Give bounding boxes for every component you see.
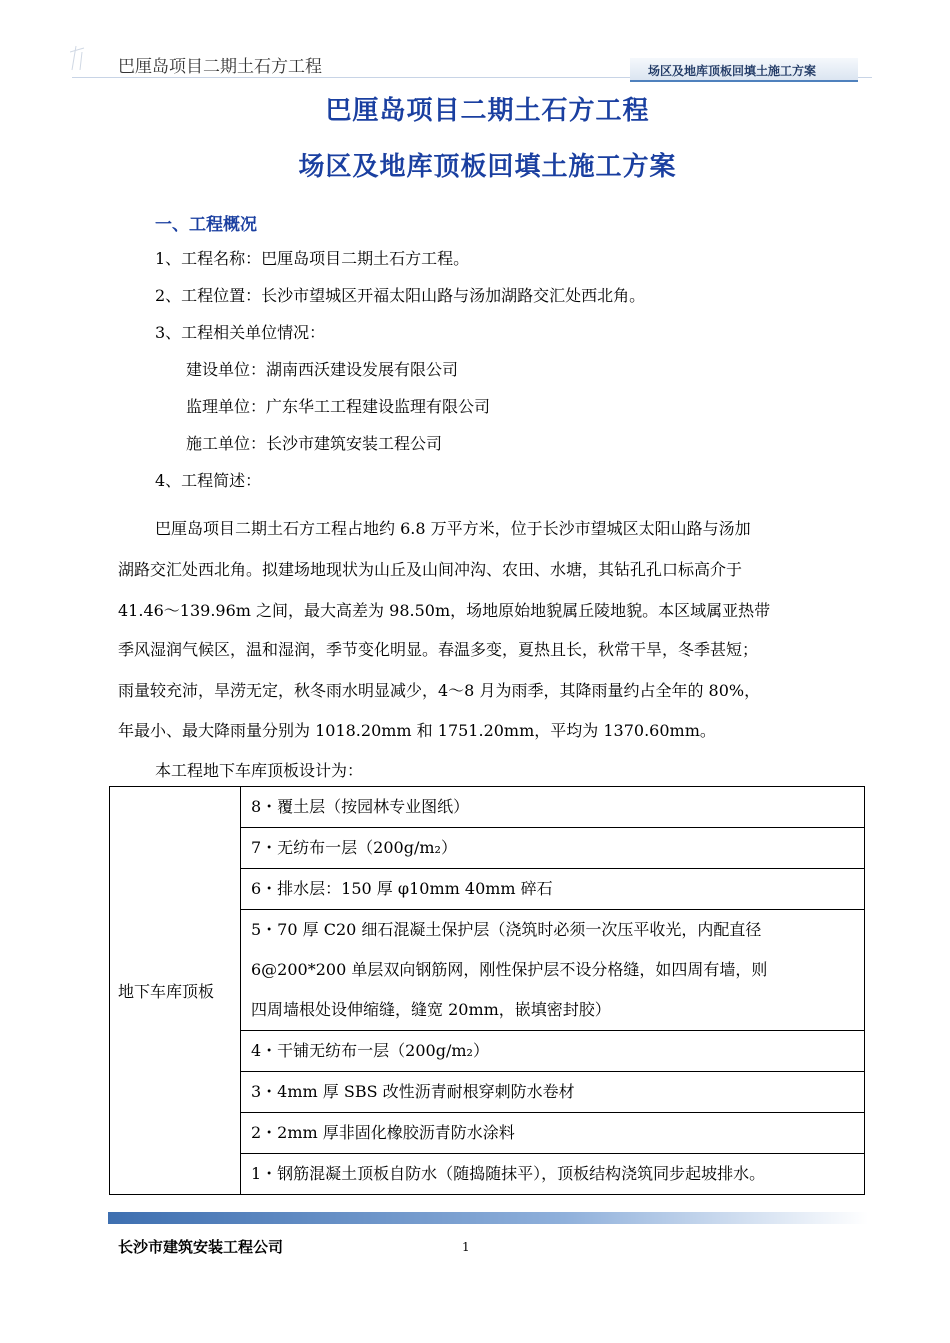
page-number: 1 — [462, 1240, 470, 1254]
layer-cell: 2・2mm 厚非固化橡胶沥青防水涂料 — [241, 1113, 865, 1154]
description-line: 雨量较充沛，旱涝无定，秋冬雨水明显减少，4～8 月为雨季，其降雨量约占全年的 80%， — [118, 681, 761, 700]
roof-layers-table — [109, 786, 865, 1195]
layer-cell-line: 四周墙根处设伸缩缝，缝宽 20mm，嵌填密封胶） — [251, 1000, 611, 1019]
layer-cell: 8・覆土层（按园林专业图纸） — [241, 787, 865, 828]
table-intro: 本工程地下车库顶板设计为： — [155, 761, 364, 780]
description-line: 41.46～139.96m 之间，最大高差为 98.50m，场地原始地貌属丘陵地貌。本区域属亚热带 — [118, 601, 771, 620]
project-name-item: 1、工程名称：巴厘岛项目二期土石方工程。 — [155, 249, 470, 268]
header-doc-title: 场区及地库顶板回填土施工方案 — [648, 64, 817, 78]
header-project-name: 巴厘岛项目二期土石方工程 — [118, 57, 322, 77]
section-heading: 一、工程概况 — [155, 215, 257, 235]
layer-cell: 1・钢筋混凝土顶板自防水（随捣随抹平），顶板结构浇筑同步起坡排水。 — [241, 1154, 865, 1195]
document-title-line1: 巴厘岛项目二期土石方工程 — [325, 96, 650, 126]
unit-supervisor: 监理单位：广东华工工程建设监理有限公司 — [186, 397, 491, 416]
layer-cell: 6・排水层：150 厚 φ10mm 40mm 碎石 — [241, 869, 865, 910]
footer-company: 长沙市建筑安装工程公司 — [118, 1238, 284, 1256]
layer-cell-line: 5・70 厚 C20 细石混凝土保护层（浇筑时必须一次压平收光，内配直径 — [251, 920, 762, 939]
project-location-item: 2、工程位置：长沙市望城区开福太阳山路与汤加湖路交汇处西北角。 — [155, 286, 646, 305]
unit-contractor: 施工单位：长沙市建筑安装工程公司 — [186, 434, 443, 453]
description-line: 巴厘岛项目二期土石方工程占地约 6.8 万平方米，位于长沙市望城区太阳山路与汤加 — [155, 519, 751, 538]
layer-cell-line: 6@200*200 单层双向钢筋网，刚性保护层不设分格缝，如四周有墙，则 — [251, 960, 768, 979]
unit-builder: 建设单位：湖南西沃建设发展有限公司 — [186, 360, 459, 379]
footer-bar — [108, 1212, 868, 1224]
description-line: 年最小、最大降雨量分别为 1018.20mm 和 1751.20mm，平均为 1370.60mm。 — [118, 721, 716, 740]
header-decoration-icon — [70, 42, 110, 72]
layer-cell: 7・无纺布一层（200g/m₂） — [241, 828, 865, 869]
project-summary-item: 4、工程简述： — [155, 471, 262, 490]
table-row — [110, 787, 865, 828]
description-line: 湖路交汇处西北角。拟建场地现状为山丘及山间冲沟、农田、水塘，其钻孔孔口标高介于 — [118, 560, 743, 579]
layer-cell: 4・干铺无纺布一层（200g/m₂） — [241, 1031, 865, 1072]
layer-cell: 3・4mm 厚 SBS 改性沥青耐根穿刺防水卷材 — [241, 1072, 865, 1113]
project-units-item: 3、工程相关单位情况： — [155, 323, 326, 342]
layer-cell — [241, 910, 865, 1031]
table-row-label: 地下车库顶板 — [110, 787, 241, 1195]
description-line: 季风湿润气候区，温和湿润，季节变化明显。春温多变，夏热且长，秋常干旱，冬季甚短； — [118, 640, 759, 659]
document-title-line2: 场区及地库顶板回填土施工方案 — [298, 152, 677, 182]
